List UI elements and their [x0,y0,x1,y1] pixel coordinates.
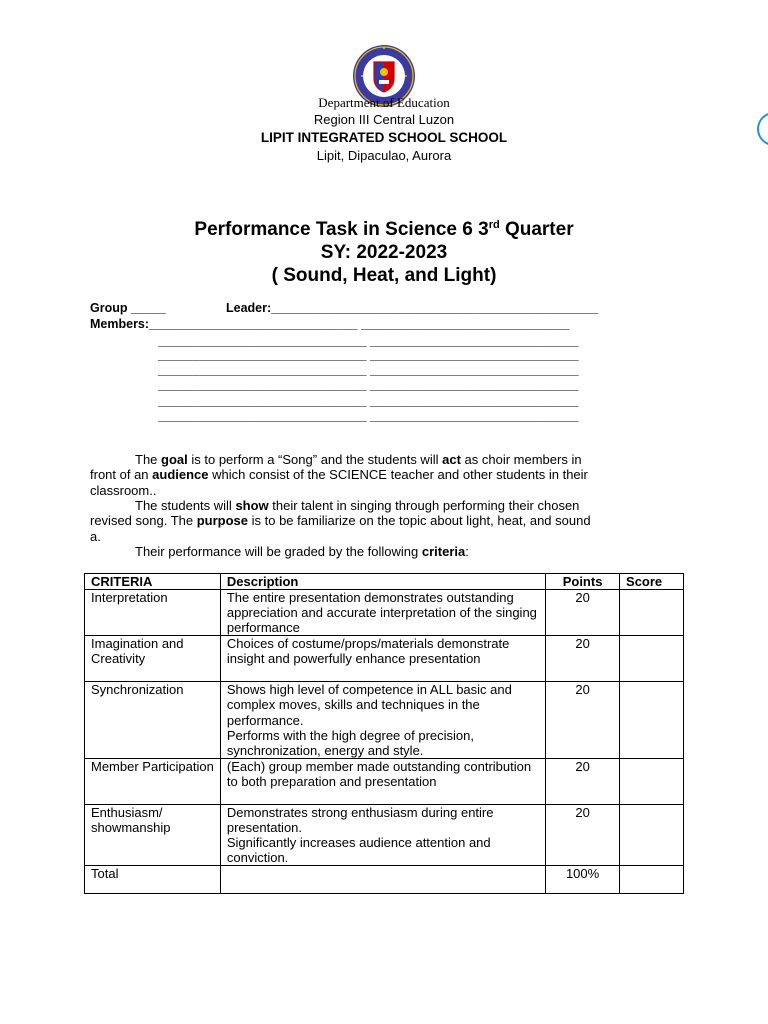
table-header-row [85,574,684,590]
score-cell[interactable] [620,636,684,682]
school-name: LIPIT INTEGRATED SCHOOL SCHOOL [260,130,508,145]
region-name: Region III Central Luzon [313,112,455,127]
member-blank-line[interactable]: ______________________________ ______________________________ [158,394,579,408]
score-cell[interactable] [620,804,684,865]
member-blank-line[interactable]: ______________________________ ______________________________ [158,409,579,423]
total-score-cell[interactable] [620,866,684,894]
header-criteria: CRITERIA [85,574,221,590]
total-description-cell [220,866,545,894]
criteria-cell: Member Participation [85,758,221,804]
member-blank-line[interactable]: ______________________________ ______________________________ [158,334,579,348]
score-cell[interactable] [620,682,684,758]
criteria-cell: Synchronization [85,682,221,758]
points-cell: 20 [546,590,620,636]
description-cell: Choices of costume/props/materials demonstrate insight and powerfully enhance presentation [220,636,545,682]
school-address: Lipit, Dipaculao, Aurora [316,148,452,163]
total-points: 100% [546,866,620,894]
criteria-cell: Interpretation [85,590,221,636]
purpose-paragraph: The students will show their talent in singing through performing their chosen revised song. The purpose is to be familiarize on the topic about light, heat, and sound a. [90,498,591,544]
document-title: Performance Task in Science 6 3rd Quarter [194,219,574,240]
table-row [85,804,684,865]
criteria-cell: Imagination and Creativity [85,636,221,682]
member-blank-line[interactable]: ______________________________ ______________________________ [158,363,579,377]
table-row [85,682,684,758]
total-row [85,866,684,894]
school-year: SY: 2022-2023 [320,242,448,263]
group-field[interactable]: Group _____ [90,301,166,315]
department-name: Department of Education [318,95,450,110]
description-cell: The entire presentation demonstrates outstanding appreciation and accurate interpretation of the singing performance [220,590,545,636]
topic-subtitle: ( Sound, Heat, and Light) [271,265,497,286]
points-cell: 20 [546,758,620,804]
points-cell: 20 [546,636,620,682]
table-row [85,636,684,682]
rubric-table [84,573,684,894]
points-cell: 20 [546,682,620,758]
member-blank-line[interactable]: ______________________________ ______________________________ [158,348,579,362]
member-blank-line[interactable]: ______________________________ ______________________________ [158,378,579,392]
score-cell[interactable] [620,590,684,636]
table-row [85,758,684,804]
header-points: Points [546,574,620,590]
score-cell[interactable] [620,758,684,804]
total-label: Total [85,866,221,894]
points-cell: 20 [546,804,620,865]
description-cell: (Each) group member made outstanding contribution to both preparation and presentation [220,758,545,804]
header-description: Description [220,574,545,590]
description-cell: Shows high level of competence in ALL basic and complex moves, skills and techniques in the performance. Performs with the high degree of precision, synchronization, energy and style. [220,682,545,758]
goal-paragraph: The goal is to perform a “Song” and the students will act as choir members in front of an audience which consist of the SCIENCE teacher and other students in their classroom.. [90,452,588,498]
header-score: Score [620,574,684,590]
description-cell: Demonstrates strong enthusiasm during entire presentation. Significantly increases audience attention and conviction. [220,804,545,865]
members-field[interactable]: Members:______________________________ ______________________________ [90,317,570,331]
leader-field[interactable]: Leader:_______________________________________________ [226,301,598,315]
criteria-intro: Their performance will be graded by the following criteria: [135,544,469,559]
criteria-cell: Enthusiasm/ showmanship [85,804,221,865]
table-row [85,590,684,636]
